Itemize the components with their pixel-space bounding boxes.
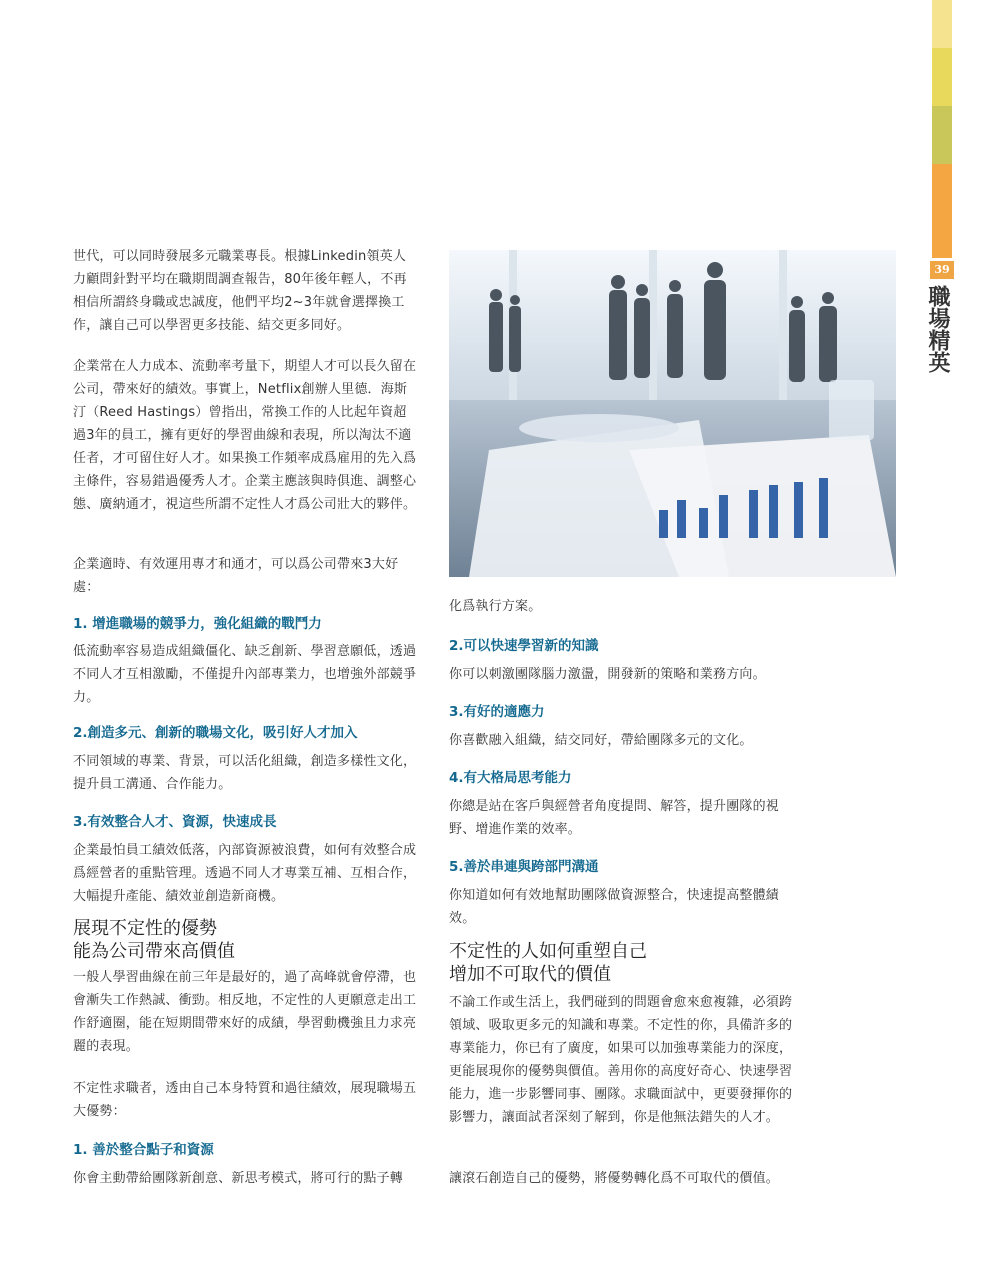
paragraph: 你知道如何有效地幫助團隊做資源整合，快速提高整體績效。 xyxy=(449,888,780,926)
paragraph: 你會主動帶給團隊新創意、新思考模式，將可行的點子轉 xyxy=(73,1171,404,1186)
tab-olive xyxy=(932,106,952,164)
paragraph: 你總是站在客戶與經營者角度提問、解答，提升團隊的視野、增進作業的效率。 xyxy=(449,799,780,837)
subheading-line2: 能為公司帶來高價值 xyxy=(73,941,235,962)
tab-yellow xyxy=(932,48,952,106)
benefit-heading: 1. 增進職場的競爭力，強化組織的戰鬥力 xyxy=(73,616,322,632)
paragraph: 你喜歡融入組織，結交同好，帶給團隊多元的文化。 xyxy=(449,733,753,748)
paragraph: 低流動率容易造成組織僵化、缺乏創新、學習意願低，透過不同人才互相激勵，不僅提升內部專業力，也增強外部競爭力。 xyxy=(73,644,417,705)
paragraph: 企業最怕員工績效低落，內部資源被浪費，如何有效整合成爲經營者的重點管理。透過不同人才專業互補、互相合作，大幅提升產能、績效並創造新商機。 xyxy=(73,843,417,904)
paragraph: 不論工作或生活上，我們碰到的問題會愈來愈複雜，必須跨領域、吸取更多元的知識和專業。不定性的你，具備許多的專業能力，你已有了廣度，如果可以加強專業能力的深度，更能展現你的優勢與價值。善用你的高度好奇心、快速學習能力，進一步影響同事、團隊。求職面試中，更要發揮你的影響力，讓面試者深刻了解到，你是他無法錯失的人才。 xyxy=(449,995,793,1125)
paragraph: 你可以刺激團隊腦力激盪，開發新的策略和業務方向。 xyxy=(449,667,766,682)
paragraph: 世代，可以同時發展多元職業專長。根據Linkedin領英人力顧問針對平均在職期間調查報告，80年後年輕人，不再相信所謂終身職或忠誠度，他們平均2~3年就會選擇換工作，讓自己可以學習更多技能、結交更多同好。 xyxy=(73,249,407,333)
benefit-heading: 2.創造多元、創新的職場文化，吸引好人才加入 xyxy=(73,725,358,741)
subheading-line2: 增加不可取代的價值 xyxy=(449,964,611,985)
business-meeting-photo xyxy=(449,250,896,577)
paragraph: 不同領域的專業、背景，可以活化組織，創造多樣性文化，提升員工溝通、合作能力。 xyxy=(73,754,417,792)
paragraph: 讓滾石創造自己的優勢，將優勢轉化爲不可取代的價值。 xyxy=(449,1171,780,1186)
tab-orange xyxy=(932,164,952,258)
paragraph: 不定性求職者，透由自己本身特質和過往績效，展現職場五大優勢： xyxy=(73,1081,417,1119)
advantage-heading: 3.有好的適應力 xyxy=(449,704,545,720)
benefit-heading: 3.有效整合人才、資源，快速成長 xyxy=(73,814,277,830)
subheading-line1: 不定性的人如何重塑自己 xyxy=(449,941,647,962)
subheading-line1: 展現不定性的優勢 xyxy=(73,918,217,939)
advantage-heading: 4.有大格局思考能力 xyxy=(449,770,572,786)
paragraph: 化爲執行方案。 xyxy=(449,599,542,614)
paragraph: 企業常在人力成本、流動率考量下，期望人才可以長久留在公司，帶來好的績效。事實上，Netflix創辦人里德．海斯汀（Reed Hastings）曾指出，常換工作的人比起年資超過3年的員工，擁有更好的學習曲線和表現，所以淘汰不適任者，才可留住好人才。如果換工作頻率成爲雇用的先入爲主條件，容易錯過優秀人才。企業主應該與時俱進、調整心態、廣納通才，視這些所謂不定性人才爲公司壯大的夥伴。 xyxy=(73,359,417,512)
page-number: 39 xyxy=(930,261,954,279)
advantage-heading: 2.可以快速學習新的知識 xyxy=(449,638,599,654)
section-title: 職場精英 xyxy=(925,285,951,373)
advantage-heading: 5.善於串連與跨部門溝通 xyxy=(449,859,599,875)
tab-yellow-light xyxy=(932,0,952,48)
paragraph: 一般人學習曲線在前三年是最好的，過了高峰就會停滯，也會漸失工作熱誠、衝勁。相反地，不定性的人更願意走出工作舒適圈，能在短期間帶來好的成績，學習動機強且力求亮麗的表現。 xyxy=(73,970,417,1054)
color-tabs xyxy=(932,0,952,258)
photo-illustration xyxy=(449,250,896,577)
paragraph: 企業適時、有效運用專才和通才，可以爲公司帶來3大好處： xyxy=(73,557,399,595)
advantage-heading: 1. 善於整合點子和資源 xyxy=(73,1142,214,1158)
